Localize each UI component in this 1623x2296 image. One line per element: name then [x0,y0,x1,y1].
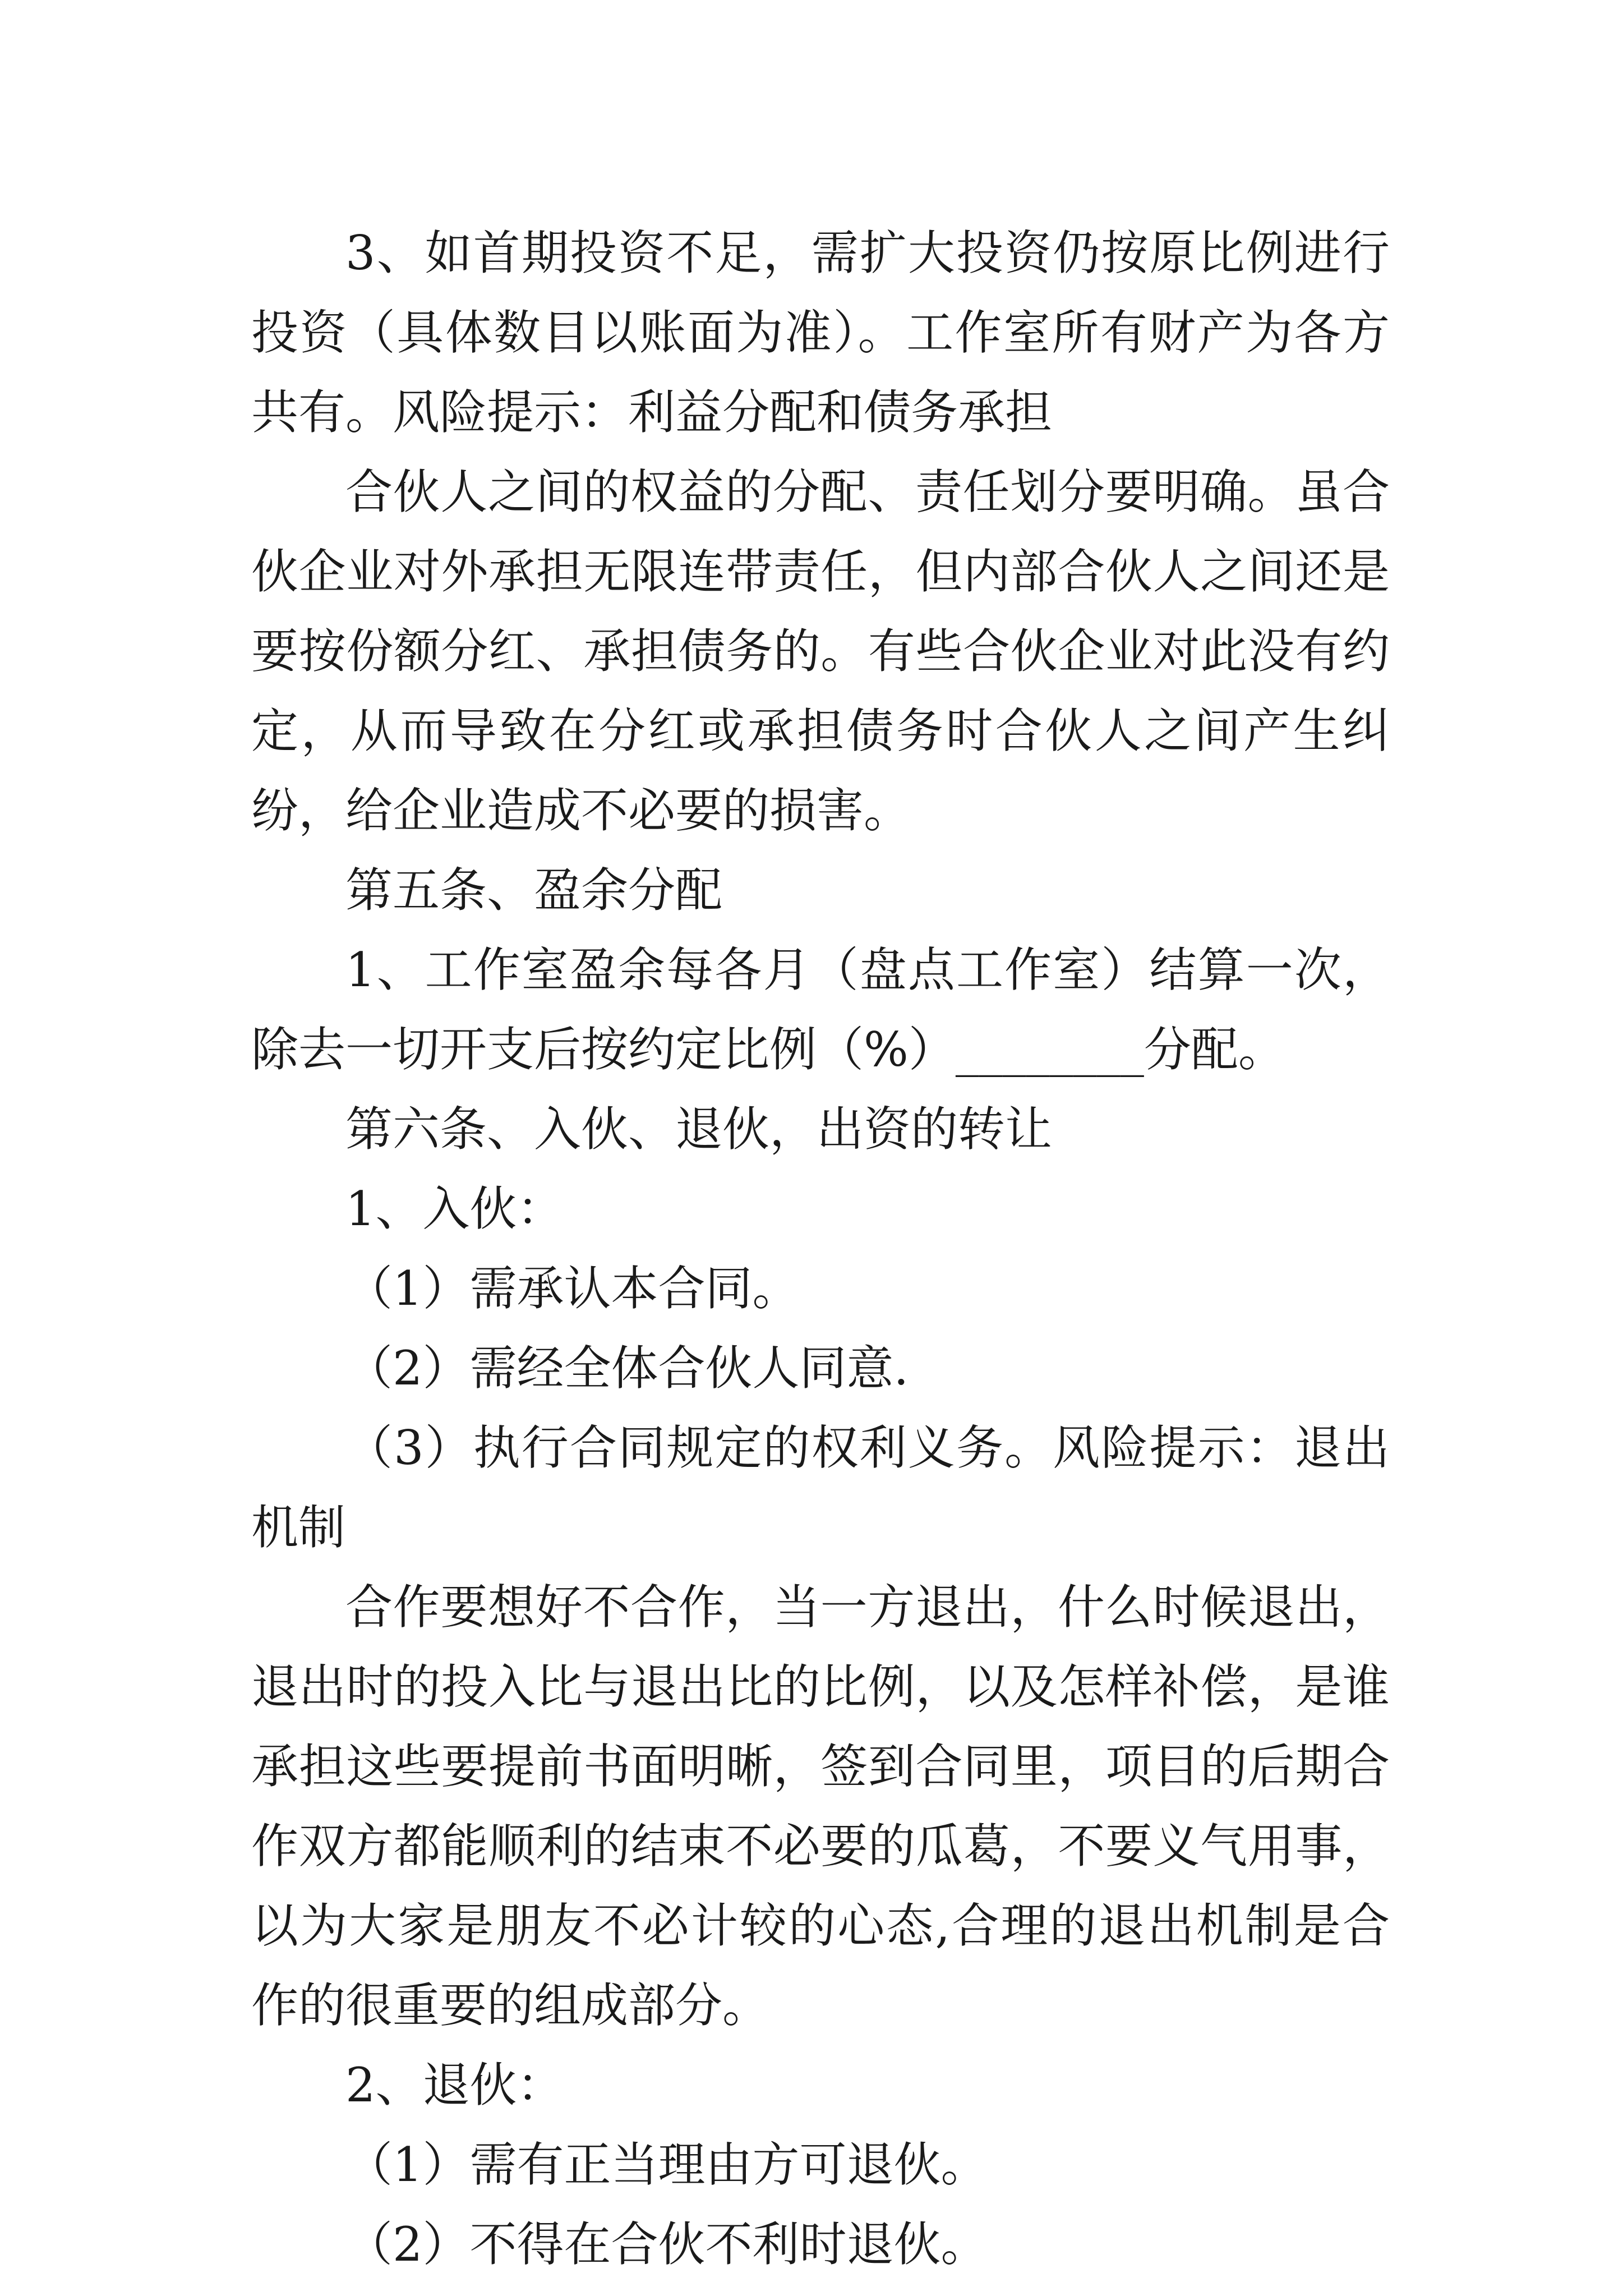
paragraph-investment-increase: 3、如首期投资不足，需扩大投资仍按原比例进行投资（具体数目以账面为准）。工作室所有财产为各方共有。风险提示：利益分配和债务承担 [251,226,1390,440]
list-item-withdrawal-1: （1）需有正当理由方可退伙。 [345,2137,988,2192]
list-item-joining-1: （1）需承认本合同。 [345,1261,800,1316]
list-item-joining-2: （2）需经全体合伙人同意. [345,1341,909,1396]
heading-article-5: 第五条、盈余分配 [345,863,723,918]
paragraph-exit-mechanism: 合作要想好不合作，当一方退出，什么时候退出，退出时的投入比与退出比的比例，以及怎样补偿，是谁承担这些要提前书面明晰，签到合同里，项目的后期合作双方都能顺利的结束不必要的瓜葛，不要义气用事，以为大家是朋友不必计较的心态,合理的退出机制是合作的很重要的组成部分。 [251,1580,1390,2033]
list-item-joining-3: （3）执行合同规定的权利义务。风险提示：退出机制 [251,1420,1390,1555]
paragraph-profit-distribution: 1、工作室盈余每各月（盘点工作室）结算一次，除去一切开支后按约定比例（%）________分配。 [251,942,1390,1077]
heading-joining: 1、入伙： [345,1181,564,1236]
list-item-withdrawal-2: （2）不得在合伙不利时退伙。 [345,2217,988,2272]
paragraph-rights-allocation: 合伙人之间的权益的分配、责任划分要明确。虽合伙企业对外承担无限连带责任，但内部合伙人之间还是要按份额分红、承担债务的。有些合伙企业对此没有约定，从而导致在分红或承担债务时合伙人之间产生纠纷，给企业造成不必要的损害。 [251,464,1390,838]
heading-withdrawal: 2、退伙： [345,2058,564,2113]
document-body [251,213,1390,2284]
heading-article-6: 第六条、入伙、退伙，出资的转让 [345,1102,1053,1157]
